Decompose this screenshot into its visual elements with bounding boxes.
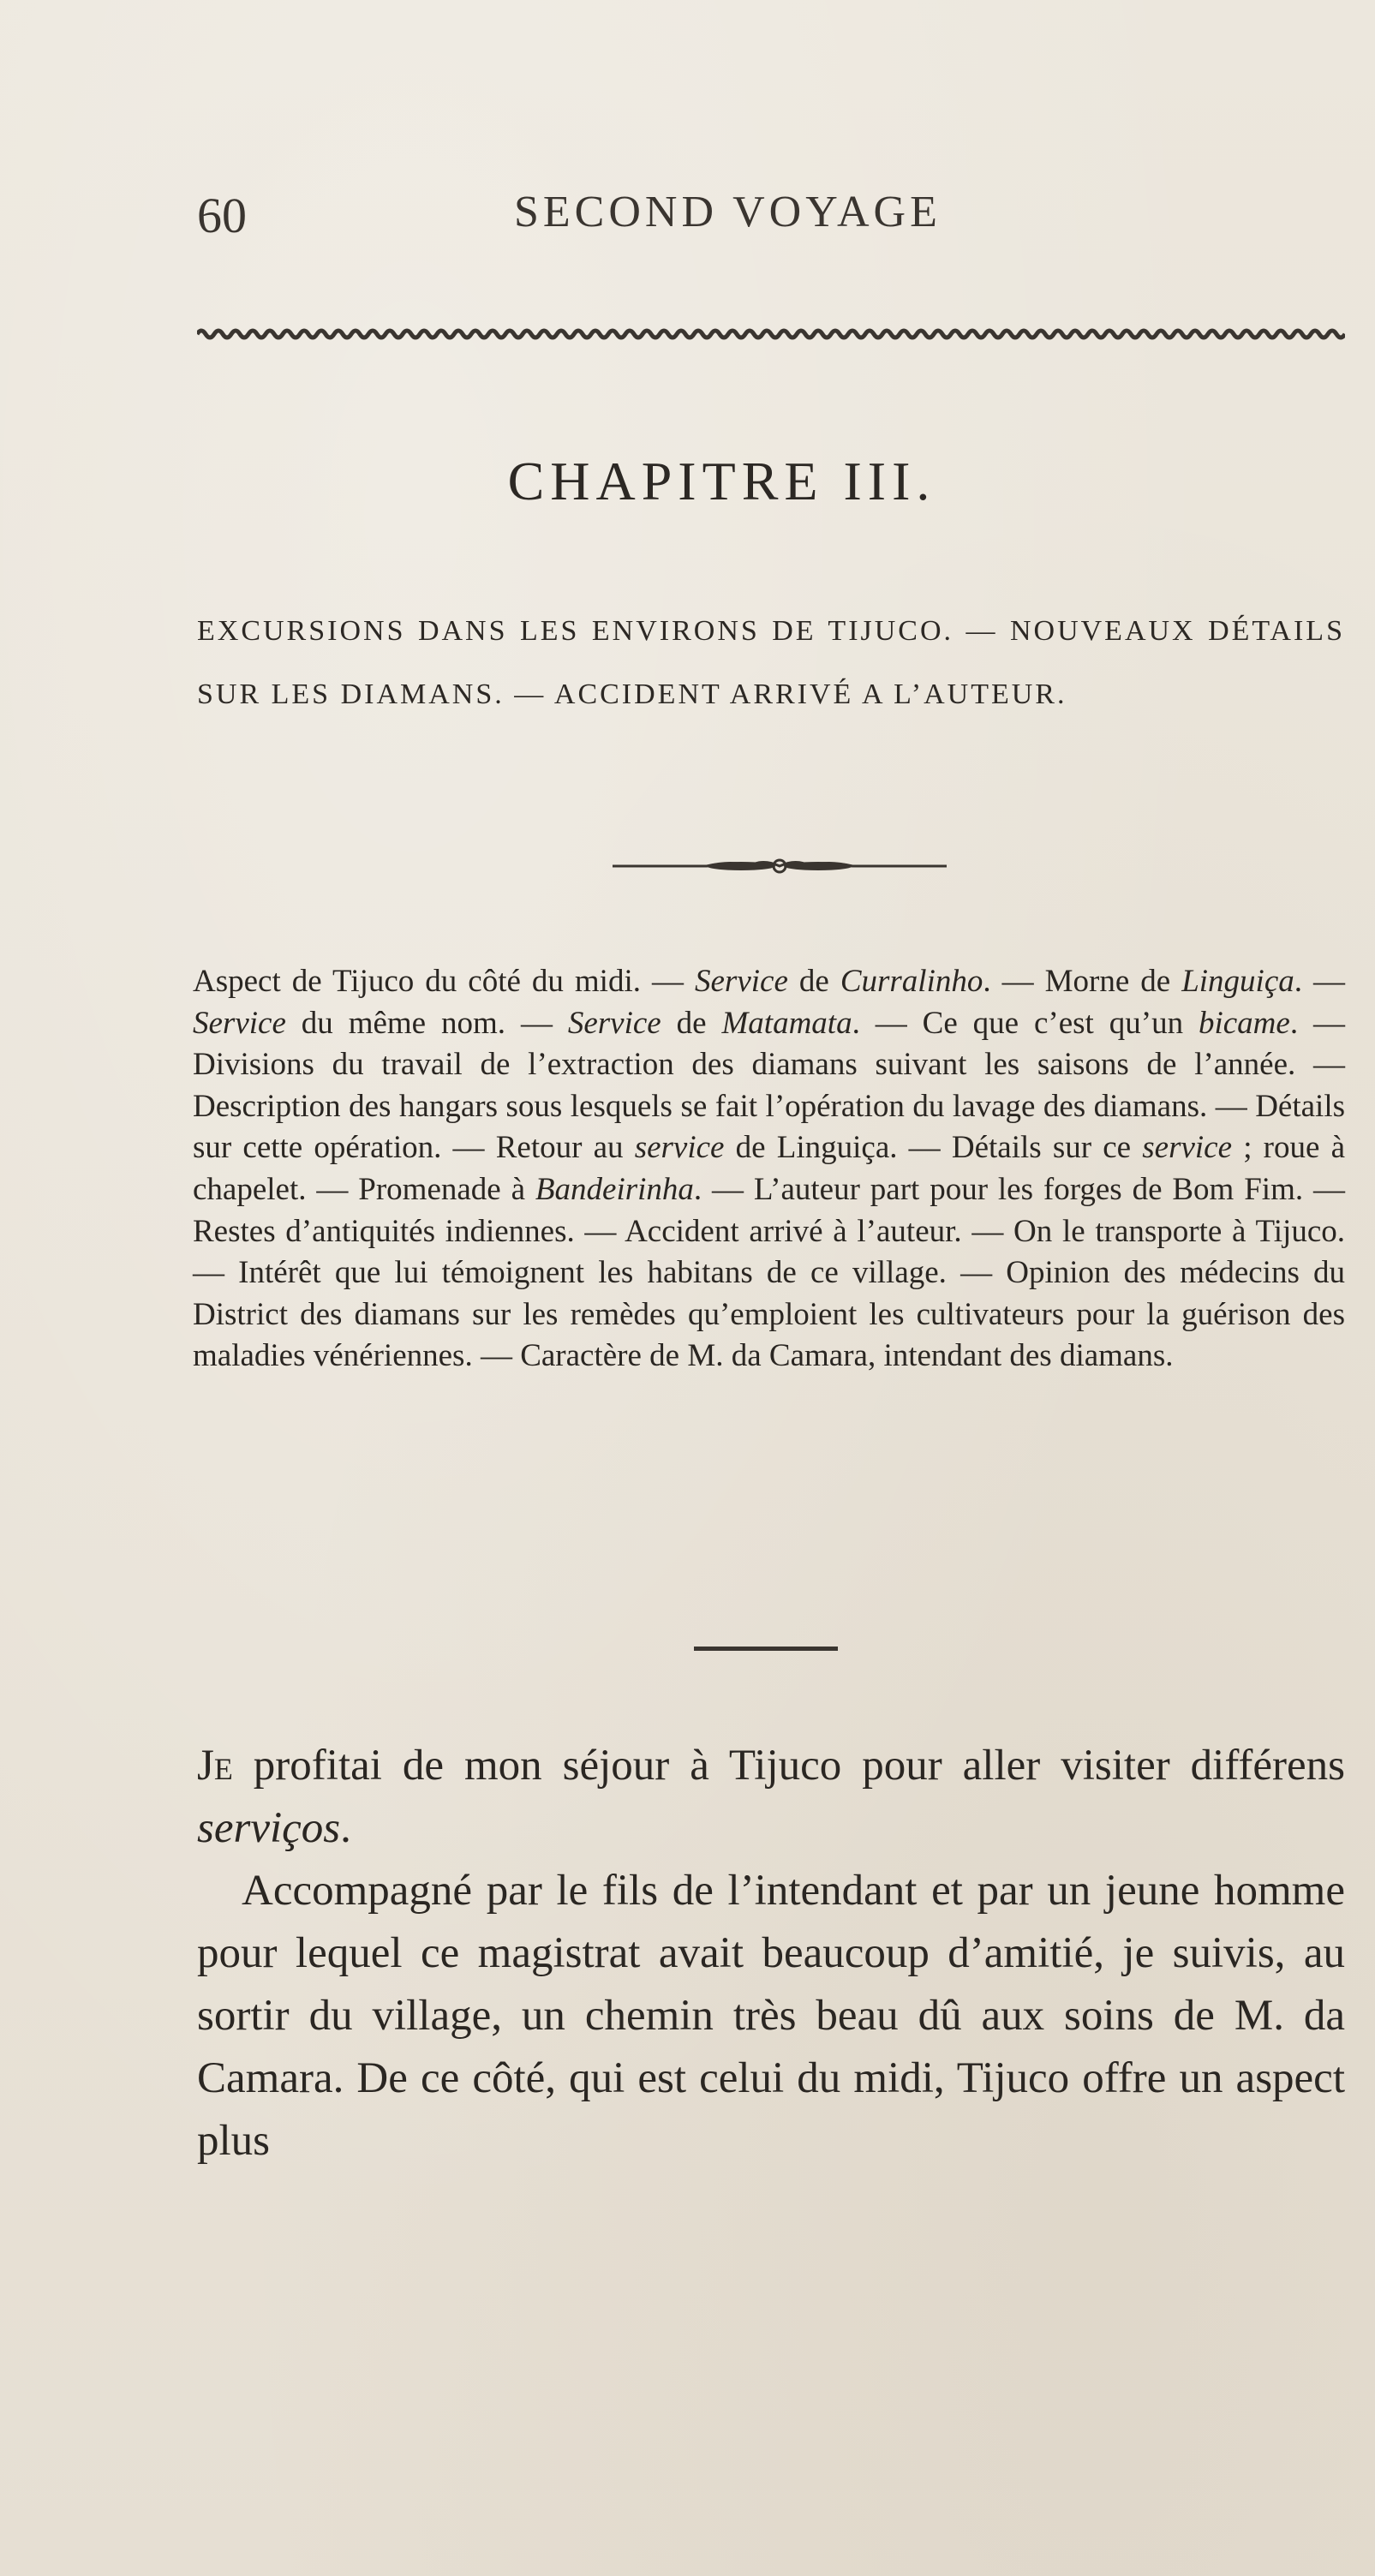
summary-italic: Service (193, 1005, 286, 1041)
summary-text: de (787, 964, 840, 999)
paragraph-1 (197, 1735, 1345, 1860)
chapter-subtitle: EXCURSIONS DANS LES ENVIRONS DE TIJUCO. — NOUVEAUX DÉTAILS SUR LES DIAMANS. — ACCIDENT ARRIVÉ A L’AUTEUR. (197, 615, 1345, 710)
page-number: 60 (197, 188, 247, 243)
summary-italic: Linguiça (1181, 964, 1294, 999)
summary-text: . — (1294, 964, 1345, 999)
paragraph-1-italic: serviços (197, 1804, 341, 1852)
summary-italic: bicame (1198, 1005, 1290, 1041)
summary-italic: Service (567, 1005, 661, 1041)
summary-italic: service (634, 1130, 725, 1166)
summary-text: . — Ce que c’est qu’un (852, 1005, 1199, 1041)
summary-text: . — L’auteur part pour les forges de Bom Fim. — Restes d’antiquités indiennes. — Accident arrivé à l’auteur. — On le transporte à Tijuco. — Intérêt que lui témoignent les habitans de ce village. — Opinion des médecins du District des diamans sur les remèdes qu’emploient les cultivateurs pour la guérison des maladies vénériennes. — Caractère de M. da Camara, intendant des diamans. (193, 1171, 1345, 1374)
summary-text: . — Divisions du travail de l’extraction des diamans suivant les saisons de l’année. — Description des hangars sous lesquels se fait l’opération du lavage des diamans. — Détails sur cette opération. — Retour au (193, 1005, 1346, 1166)
summary-italic: service (1142, 1130, 1233, 1166)
paragraph-1-text: profitai de mon séjour à Tijuco pour aller visiter différens (232, 1742, 1345, 1790)
page-header (197, 187, 1345, 247)
wavy-rule-ornament (197, 324, 1345, 344)
summary-italic: Bandeirinha (535, 1171, 694, 1207)
summary-text: de (661, 1005, 722, 1041)
opening-word: Je (197, 1742, 233, 1790)
summary-text: de Linguiça. — Détails sur ce (724, 1130, 1143, 1166)
summary-text: du même nom. — (285, 1005, 568, 1041)
running-head: SECOND VOYAGE (514, 188, 942, 236)
chapter-title: CHAPITRE III. (507, 451, 936, 511)
summary-italic: Service (695, 964, 788, 999)
summary-text: Aspect de Tijuco du côté du midi. — (193, 964, 695, 999)
paragraph-1-end: . (340, 1804, 351, 1852)
summary-italic: Matamata (721, 1005, 852, 1041)
body-text (197, 1735, 1345, 2173)
chapter-summary (193, 961, 1345, 1378)
summary-text: ; roue à chapelet. — Promenade à (193, 1130, 1345, 1207)
section-rule (694, 1647, 838, 1651)
paragraph-2: Accompagné par le fils de l’intendant et par un jeune homme pour lequel ce magistrat avait beaucoup d’amitié, je suivis, au sortir du village, un chemin très beau dû aux soins de M. da Camara. De ce côté, qui est celui du midi, Tijuco offre un aspect plus (197, 1867, 1345, 2165)
ornamental-divider (613, 853, 947, 879)
summary-italic: Curralinho (840, 964, 983, 999)
summary-text: . — Morne de (983, 964, 1182, 999)
